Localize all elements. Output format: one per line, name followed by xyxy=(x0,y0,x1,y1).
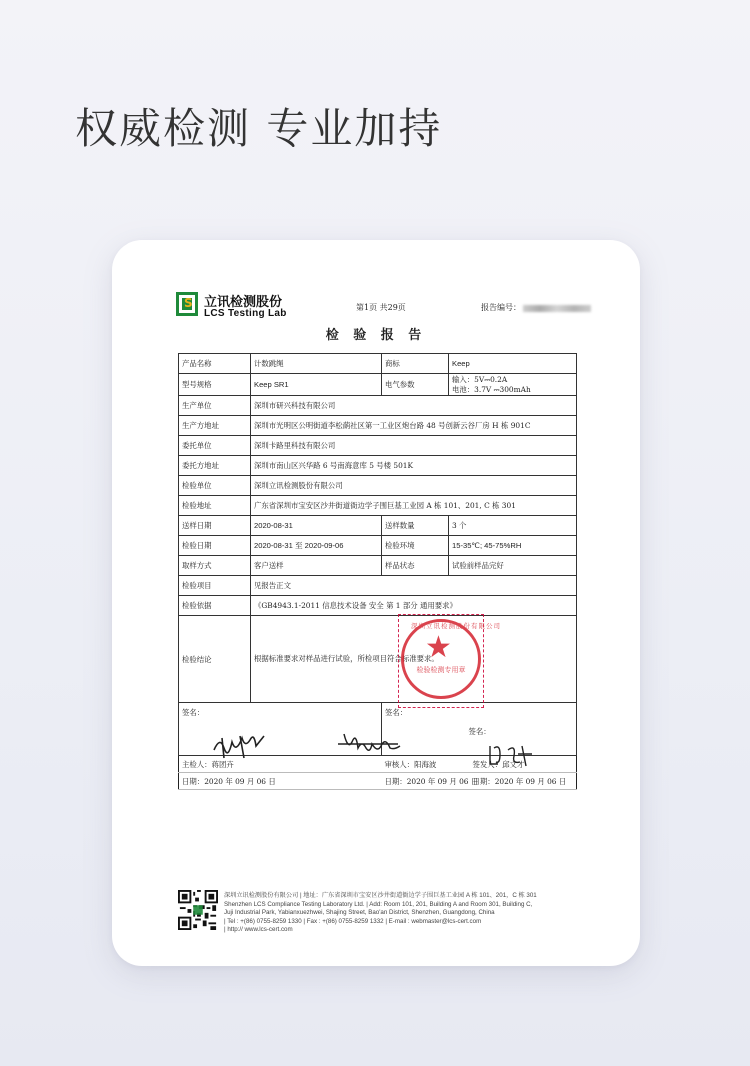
page-info: 第1页 共29页 xyxy=(356,303,406,312)
date-label: 日期： xyxy=(384,776,407,786)
report-number-label: 报告编号： xyxy=(481,303,521,312)
reviewer-date xyxy=(382,773,479,790)
table-row xyxy=(179,576,577,596)
cell-value: 深圳市光明区公明街道李松蓢社区第一工业区炮台路 48 号创新云谷厂房 H 栋 901C xyxy=(251,416,577,436)
conclusion-value: 根据标准要求对样品进行试验，所检项目符合标准要求。 xyxy=(254,654,439,663)
cell-label: 委托单位 xyxy=(179,436,251,456)
cell-label: 产品名称 xyxy=(179,354,251,374)
stamp-company: 深圳立讯检测股份有限公司 xyxy=(411,622,501,630)
official-stamp xyxy=(398,614,501,708)
inspector-name: 主检人：蒋团卉 xyxy=(179,756,382,773)
page-headline: 权威检测 专业加持 xyxy=(75,104,443,153)
cell-label: 送样日期 xyxy=(179,516,251,536)
cell-label: 样品状态 xyxy=(382,556,449,576)
approver-name: 签发人：邱文才 xyxy=(449,756,577,773)
cell-value: 2020-08-31 至 2020-09-06 xyxy=(251,536,382,556)
inspector-date xyxy=(179,773,382,790)
cell-label: 检验单位 xyxy=(179,476,251,496)
table-row xyxy=(179,773,577,790)
electrical-input: 输入：5V⎓0.2A xyxy=(452,374,508,384)
cell-value: 广东省深圳市宝安区沙井街道衙边学子围巨基工业园 A 栋 101、201, C 栋 301 xyxy=(251,496,577,516)
date-value: 2020 年 09 月 06 日 xyxy=(406,776,479,786)
footer-line: Juji Industrial Park, Yabianxuezhwei, Shajing Street, Bao'an District, Shenzhen, Guangdong, China xyxy=(224,909,495,916)
cell-label: 委托方地址 xyxy=(179,456,251,476)
cell-value: Keep xyxy=(449,354,577,374)
cell-label: 商标 xyxy=(382,354,449,374)
electrical-battery: 电池：3.7V ⎓300mAh xyxy=(452,384,531,394)
cell-label: 电气参数 xyxy=(382,374,449,396)
cell-label: 送样数量 xyxy=(382,516,449,536)
reviewer-signature xyxy=(336,730,406,756)
report-number xyxy=(481,302,591,313)
table-row xyxy=(179,556,577,576)
cell-label: 生产方地址 xyxy=(179,416,251,436)
table-row xyxy=(179,354,577,374)
redacted-number xyxy=(523,305,591,312)
cell-label: 检验地址 xyxy=(179,496,251,516)
logo-en-text: LCS Testing Lab xyxy=(204,308,287,319)
cell-label: 生产单位 xyxy=(179,396,251,416)
table-row xyxy=(179,496,577,516)
date-value: 2020 年 09 月 06 日 xyxy=(204,776,276,786)
table-row xyxy=(179,456,577,476)
lcs-logo xyxy=(176,292,316,322)
cell-value: 深圳市研兴科技有限公司 xyxy=(251,396,577,416)
table-row xyxy=(179,416,577,436)
cell-label: 检验环境 xyxy=(382,536,449,556)
cell-value: 深圳市南山区兴华路 6 号南海意库 5 号楼 501K xyxy=(251,456,577,476)
cell-label: 检验项目 xyxy=(179,576,251,596)
qr-code xyxy=(178,890,218,930)
date-label: 日期： xyxy=(472,776,495,786)
sign-label: 签名： xyxy=(468,726,491,736)
reviewer-name: 审核人：阳海波 xyxy=(382,756,449,773)
cell-label: 检验结论 xyxy=(179,616,251,703)
cell-value: 客户送样 xyxy=(251,556,382,576)
footer-line: 深圳立讯检测股份有限公司 | 地址：广东省深圳市宝安区沙井街道衙边学子围巨基工业园 A 栋 101、201，C 栋 301 xyxy=(224,892,537,899)
cell-value: 计数跳绳 xyxy=(251,354,382,374)
sign-label: 签名： xyxy=(385,708,408,717)
sign-label: 签名： xyxy=(182,708,205,717)
cell-value: 3 个 xyxy=(449,516,577,536)
stamp-star-icon: ★ xyxy=(425,631,452,664)
table-row xyxy=(179,616,577,703)
cell-value: Keep SR1 xyxy=(251,374,382,396)
cell-value xyxy=(449,374,577,396)
date-value: 2020 年 09 月 06 日 xyxy=(494,776,567,786)
cell-value: 见报告正文 xyxy=(251,576,577,596)
table-row xyxy=(179,536,577,556)
table-row xyxy=(179,596,577,616)
cell-label: 检验日期 xyxy=(179,536,251,556)
cell-value: 深圳卡路里科技有限公司 xyxy=(251,436,577,456)
cell-value: 2020-08-31 xyxy=(251,516,382,536)
footer-line: | Tel : +(86) 0755-8259 1330 | Fax : +(86) 0755-8259 1332 | E-mail : webmaster@lcs-cert.com xyxy=(224,917,482,925)
footer-contact xyxy=(224,892,594,935)
footer-line: Shenzhen LCS Compliance Testing Laboratory Ltd. | Add: Room 101, 201, Building A and Room 301, Building C, xyxy=(224,900,533,908)
table-row xyxy=(179,436,577,456)
table-row xyxy=(179,374,577,396)
footer-line: | http:// www.lcs-cert.com xyxy=(224,926,293,933)
cell-label: 型号规格 xyxy=(179,374,251,396)
cell-value: 试验前样品完好 xyxy=(449,556,577,576)
lcs-logo-icon: S xyxy=(176,292,198,316)
table-row xyxy=(179,516,577,536)
cell-label: 取样方式 xyxy=(179,556,251,576)
cell-value: 15-35℃; 45-75%RH xyxy=(449,536,577,556)
cell-value: 《GB4943.1-2011 信息技术设备 安全 第 1 部分 通用要求》 xyxy=(251,596,577,616)
date-label: 日期： xyxy=(182,776,205,786)
stamp-subtitle: 检验检测专用章 xyxy=(416,666,466,674)
approver-signature xyxy=(486,740,536,770)
table-row xyxy=(179,476,577,496)
report-card xyxy=(112,240,640,966)
test-report-document xyxy=(112,240,640,966)
logo-cn-text: 立讯检测股份 xyxy=(204,295,283,310)
inspector-signature xyxy=(210,730,270,760)
table-row xyxy=(179,396,577,416)
report-table xyxy=(178,353,577,790)
report-title: 检 验 报 告 xyxy=(325,328,427,343)
cell-label: 检验依据 xyxy=(179,596,251,616)
cell-value: 深圳立讯检测股份有限公司 xyxy=(251,476,577,496)
